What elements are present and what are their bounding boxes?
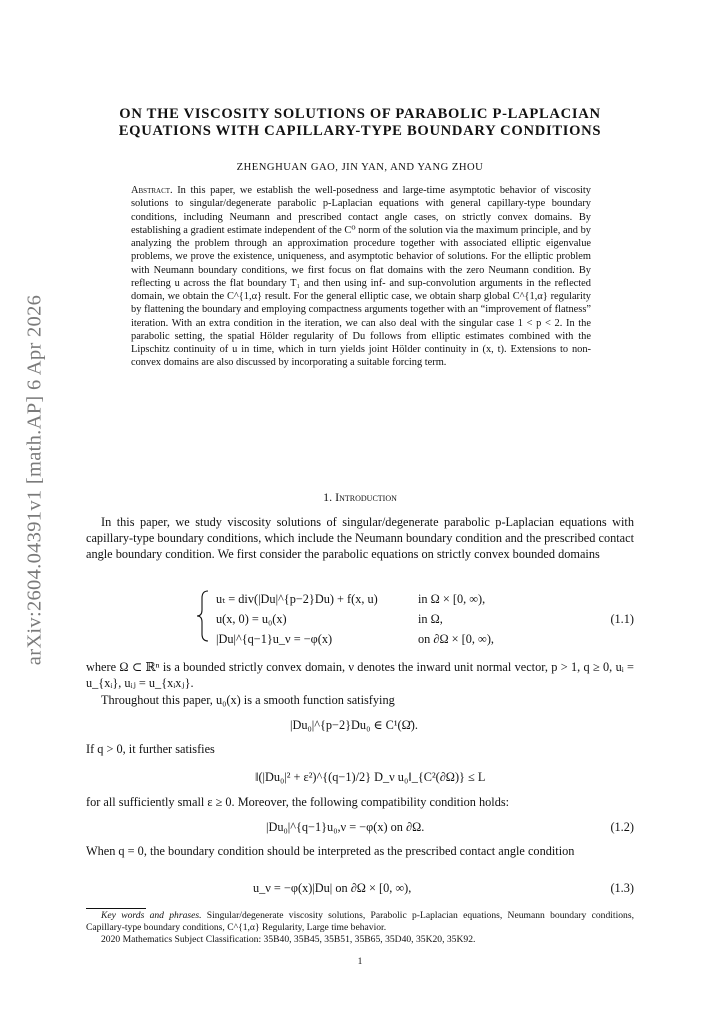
- equation-number-1-3: (1.3): [610, 881, 634, 895]
- q-zero-paragraph: When q = 0, the boundary condition should be interpreted as the prescribed contact angle condition: [86, 844, 575, 858]
- keywords-label: Key words and phrases.: [101, 910, 202, 921]
- smoothness-equation: |Du₀|^{p−2}Du₀ ∈ C¹(Ω̄).: [290, 718, 418, 732]
- bound-equation: ‖(|Du₀|² + ε²)^{(q−1)/2} D_ν u₀‖_{C²(∂Ω)} ≤ L: [255, 770, 486, 784]
- keywords-text: Singular/degenerate viscosity solutions, Parabolic p-Laplacian equations, Neumann boundary conditions, Capillary-type boundary conditions, C^{1,α} Regularity, Large time behavior.: [86, 910, 634, 934]
- page-number: 1: [357, 957, 363, 967]
- equation-number-1-1: (1.1): [610, 612, 634, 626]
- compatibility-intro: for all sufficiently small ε ≥ 0. Moreover, the following compatibility condition holds:: [86, 795, 510, 809]
- abstract-label: Abstract.: [131, 185, 173, 196]
- system-row-2-equation: u(x, 0) = u₀(x): [216, 612, 287, 626]
- left-brace: [196, 590, 212, 642]
- system-row-2-domain: in Ω,: [418, 612, 443, 626]
- smoothness-intro: Throughout this paper, u₀(x) is a smooth function satisfying: [101, 693, 395, 707]
- intro-paragraph: In this paper, we study viscosity solutions of singular/degenerate parabolic p-Laplacian equations with capillary-type boundary conditions, which include the Neumann boundary condition and the prescribed contact angle boundary condition. We first consider the parabolic equations on strictly convex bounded domains: [86, 515, 634, 561]
- system-row-3-equation: |Du|^{q−1}u_ν = −φ(x): [216, 632, 333, 646]
- equation-number-1-2: (1.2): [610, 820, 634, 834]
- authors: ZHENGHUAN GAO, JIN YAN, AND YANG ZHOU: [236, 162, 484, 173]
- abstract: [131, 184, 591, 370]
- title-line-1: ON THE VISCOSITY SOLUTIONS OF PARABOLIC P-LAPLACIAN: [119, 106, 601, 122]
- q-positive-paragraph: If q > 0, it further satisfies: [86, 742, 215, 756]
- system-row-1-domain: in Ω × [0, ∞),: [418, 592, 486, 606]
- title-line-2: EQUATIONS WITH CAPILLARY-TYPE BOUNDARY CONDITIONS: [118, 123, 602, 139]
- arxiv-identifier: [20, 290, 50, 670]
- arxiv-id-text: arXiv:2604.04391v1 [math.AP] 6 Apr 2026: [23, 294, 46, 666]
- domain-description: where Ω ⊂ ℝⁿ is a bounded strictly convex domain, ν denotes the inward unit normal vector, p > 1, q ≥ 0, uᵢ = u_{xᵢ}, uᵢⱼ = u_{xᵢxⱼ}.: [86, 660, 634, 690]
- footnote: [86, 910, 634, 947]
- keywords-line: [86, 910, 634, 934]
- system-row-3-domain: on ∂Ω × [0, ∞),: [418, 632, 494, 646]
- section-title: Introduction: [335, 490, 397, 504]
- section-number: 1.: [323, 490, 333, 504]
- abstract-text: In this paper, we establish the well-posedness and large-time asymptotic behavior of viscosity solutions to singular/degenerate parabolic p-Laplacian equations with general capillary-type boundary conditions, including Neumann and prescribed contact angle cases, on strictly convex domains. By establishing a gradient estimate independent of the C⁰ norm of the solution via the maximum principle, and by analyzing the problem through an approximation procedure together with associated elliptic eigenvalue problems, we prove the existence, uniqueness, and asymptotic behavior of solutions. For the elliptic problem with Neumann boundary conditions, we first focus on flat domains with the zero Neumann condition. By reflecting u across the flat boundary T₁ and then using inf- and sup-convolution arguments in the reflected domain, we obtain the C^{1,α} result. For the general elliptic case, we obtain sharp global C^{1,α} regularity by flattening the boundary and employing compactness arguments together with an “improvement of flatness” iteration. With an extra condition in the iteration, we can also deal with the singular case 1 < p < 2. In the parabolic setting, the spatial Hölder regularity of Du follows from elliptic estimates combined with the Lipschitz continuity of u in time, which in turn yields joint Hölder continuity in (x, t). Extensions to non-convex domains are also discussed by incorporating a suitable forcing term.: [131, 185, 592, 369]
- paper-title: [86, 106, 634, 140]
- msc-classification: 2020 Mathematics Subject Classification: 35B40, 35B45, 35B51, 35B65, 35D40, 35K20, 35K92.: [101, 934, 476, 946]
- compatibility-equation: |Du₀|^{q−1}u₀,ν = −φ(x) on ∂Ω.: [266, 820, 425, 834]
- system-row-1-equation: uₜ = div(|Du|^{p−2}Du) + f(x, u): [216, 592, 378, 606]
- contact-angle-equation: u_ν = −φ(x)|Du| on ∂Ω × [0, ∞),: [253, 881, 412, 895]
- footnote-rule: [86, 908, 146, 909]
- section-heading: [86, 490, 634, 505]
